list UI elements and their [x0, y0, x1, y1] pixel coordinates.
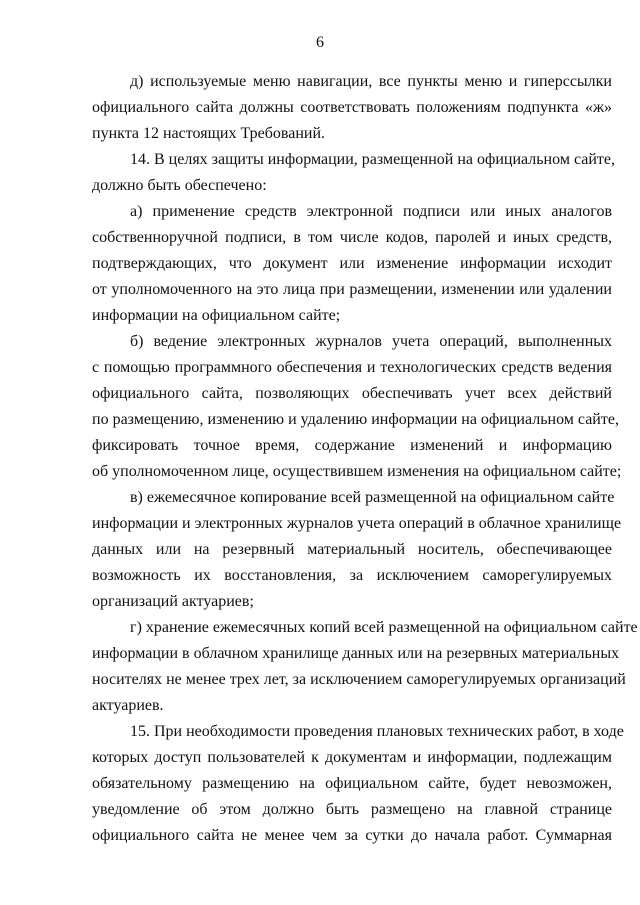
- text-line: данных или на резервный материальный носитель, обеспечивающее: [92, 541, 612, 558]
- text-line: с помощью программного обеспечения и технологических средств ведения: [92, 359, 612, 376]
- text-line: об уполномоченном лице, осуществившем изменения на официальном сайте;: [92, 463, 622, 480]
- text-line: актуариев.: [92, 697, 164, 714]
- text-line: д) используемые меню навигации, все пункты меню и гиперссылки: [130, 73, 612, 90]
- text-line: 14. В целях защиты информации, размещенной на официальном сайте,: [130, 151, 615, 168]
- text-line: информации в облачном хранилище данных или на резервных материальных: [92, 645, 620, 662]
- text-line: фиксировать точное время, содержание изменений и информацию: [92, 437, 612, 454]
- text-line: должно быть обеспечено:: [92, 177, 267, 194]
- text-line: официального сайта не менее чем за сутки до начала работ. Суммарная: [92, 827, 612, 844]
- text-line: официального сайта, позволяющих обеспечивать учет всех действий: [92, 385, 612, 402]
- text-line: подтверждающих, что документ или изменение информации исходит: [92, 255, 612, 272]
- text-line: обязательному размещению на официальном сайте, будет невозможен,: [92, 775, 612, 792]
- text-line: носителях не менее трех лет, за исключением саморегулируемых организаций: [92, 671, 626, 688]
- text-line: которых доступ пользователей к документам и информации, подлежащим: [92, 749, 612, 766]
- text-line: официального сайта должны соответствовать положениям подпункта «ж»: [92, 99, 612, 116]
- text-line: возможность их восстановления, за исключением саморегулируемых: [92, 567, 612, 584]
- text-line: информации на официальном сайте;: [92, 307, 341, 324]
- text-line: собственноручной подписи, в том числе кодов, паролей и иных средств,: [92, 229, 612, 246]
- page-number: 6: [316, 34, 324, 51]
- text-line: а) применение средств электронной подписи или иных аналогов: [130, 203, 612, 220]
- text-line: пункта 12 настоящих Требований.: [92, 125, 325, 142]
- text-line: в) ежемесячное копирование всей размещенной на официальном сайте: [130, 489, 615, 506]
- text-line: б) ведение электронных журналов учета операций, выполненных: [130, 333, 612, 350]
- text-line: организаций актуариев;: [92, 593, 254, 610]
- text-line: 15. При необходимости проведения плановых технических работ, в ходе: [130, 723, 624, 740]
- text-line: по размещению, изменению и удалению информации на официальном сайте,: [92, 411, 619, 428]
- text-line: информации и электронных журналов учета операций в облачное хранилище: [92, 515, 622, 532]
- text-line: г) хранение ежемесячных копий всей размещенной на официальном сайте: [130, 619, 638, 636]
- text-line: от уполномоченного на это лица при размещении, изменении или удалении: [92, 281, 612, 298]
- text-line: уведомление об этом должно быть размещено на главной странице: [92, 801, 612, 818]
